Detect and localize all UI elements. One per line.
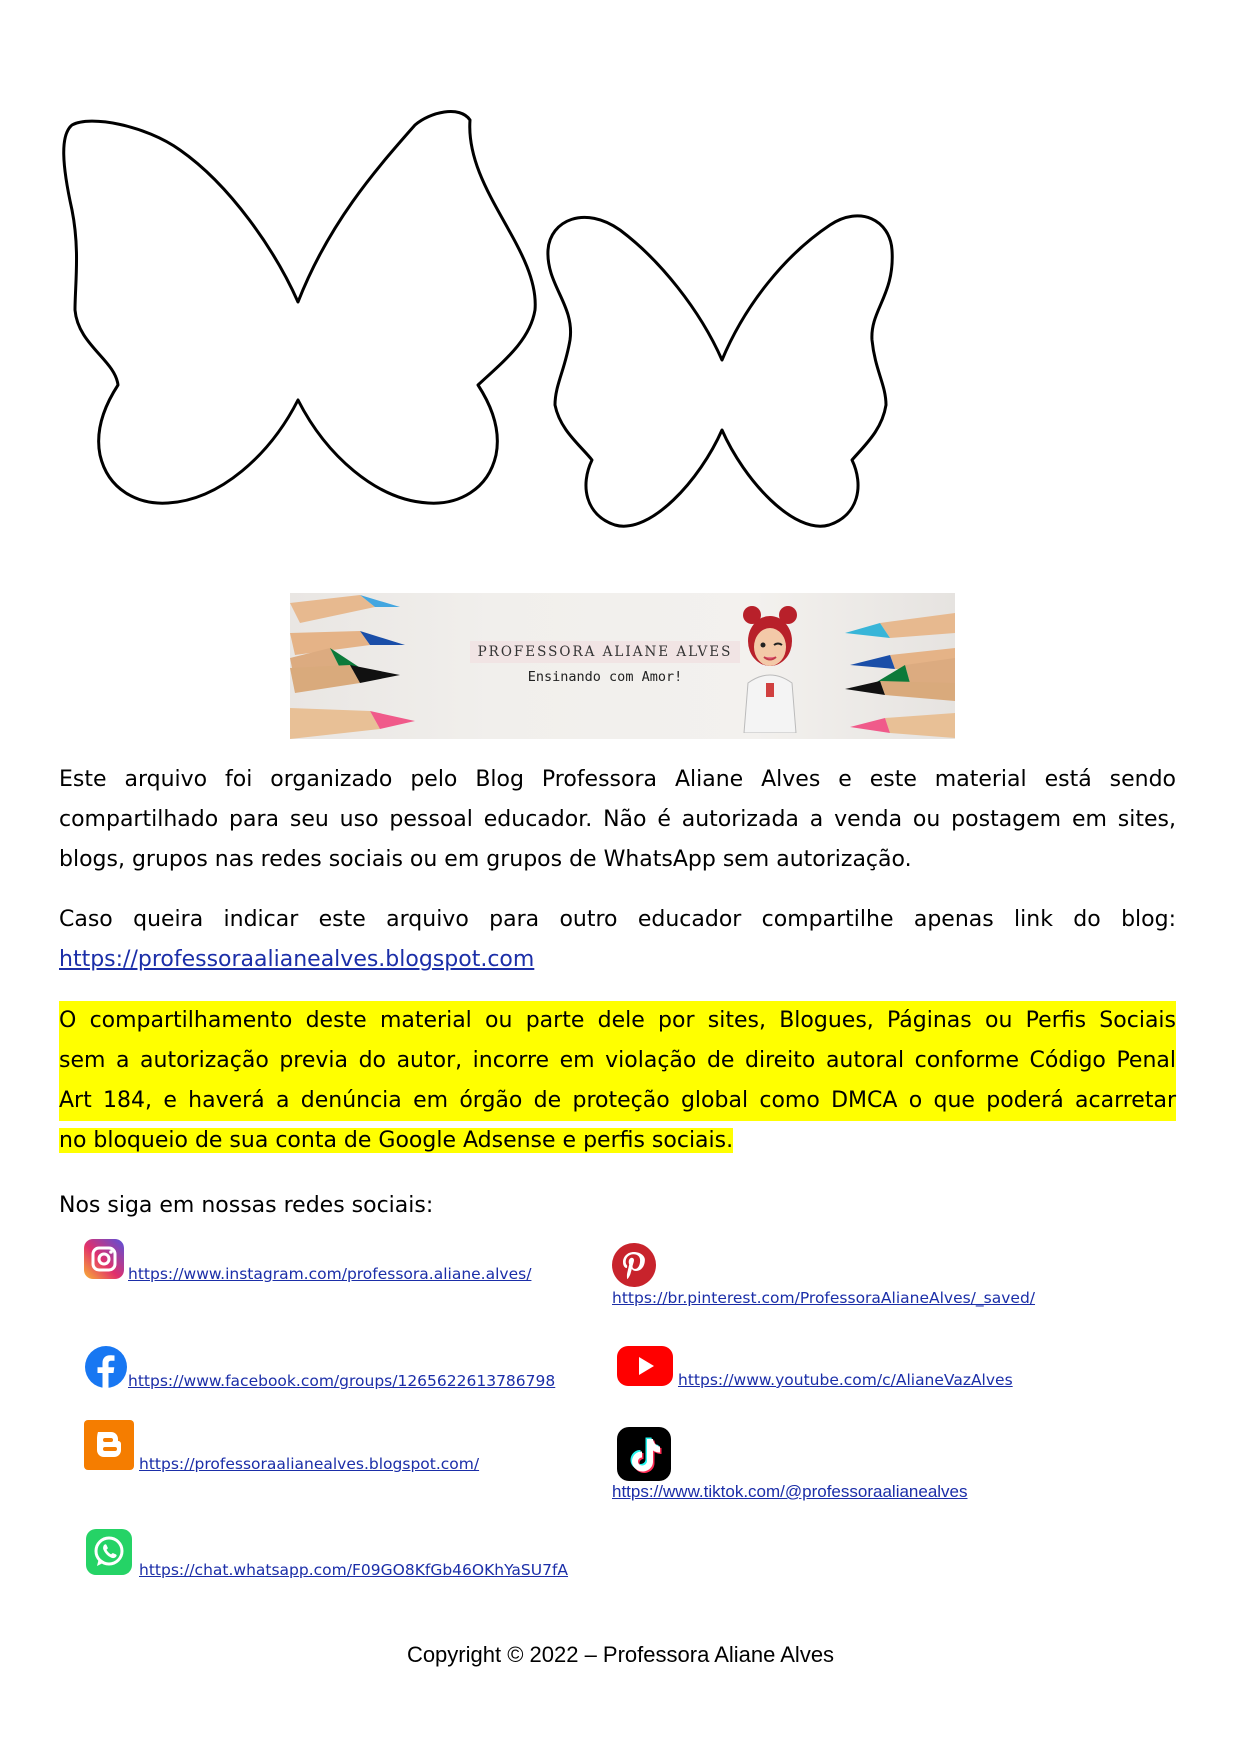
share-link-paragraph: [59, 900, 1176, 980]
usage-notice-line: Este arquivo foi organizado pelo Blog Professora Aliane Alves e este material está sendo: [59, 767, 1176, 792]
usage-notice-line: compartilhado para seu uso pessoal educador. Não é autorizada a venda ou postagem em sites,: [59, 807, 1176, 832]
warning-line: Art 184, e haverá a denúncia em órgão de proteção global como DMCA o que poderá acarretar: [59, 1088, 1176, 1113]
copyright-footer: Copyright © 2022 – Professora Aliane Alves: [406, 1642, 835, 1667]
avatar-icon: [730, 603, 810, 733]
warning-line: no bloqueio de sua conta de Google Adsense e perfis sociais.: [59, 1128, 734, 1153]
butterfly-outlines: [60, 110, 920, 570]
instagram-icon[interactable]: [84, 1239, 124, 1279]
large-butterfly: [64, 112, 536, 504]
blog-banner: [290, 593, 955, 739]
pinterest-link[interactable]: https://br.pinterest.com/ProfessoraAlianeAlves/_saved/: [612, 1289, 1036, 1307]
instagram-link[interactable]: https://www.instagram.com/professora.aliane.alves/: [128, 1265, 532, 1283]
social-heading: Nos siga em nossas redes sociais:: [59, 1193, 434, 1218]
tiktok-link[interactable]: https://www.tiktok.com/@professoraalianealves: [612, 1482, 968, 1501]
usage-notice-line: blogs, grupos nas redes sociais ou em grupos de WhatsApp sem autorização.: [59, 847, 912, 872]
banner-subtitle: Ensinando com Amor!: [527, 669, 683, 685]
copyright-warning-last-line: [59, 1121, 733, 1161]
pencils-right-icon: [835, 593, 955, 739]
share-instruction: Caso queira indicar este arquivo para outro educador compartilhe apenas link do blog:: [59, 907, 1176, 932]
facebook-link[interactable]: https://www.facebook.com/groups/1265622613786798: [128, 1372, 556, 1390]
blogger-icon[interactable]: [84, 1420, 134, 1470]
whatsapp-link[interactable]: https://chat.whatsapp.com/F09GO8KfGb46OKhYaSU7fA: [139, 1561, 569, 1579]
warning-line: O compartilhamento deste material ou parte dele por sites, Blogues, Páginas ou Perfis Sociais: [59, 1008, 1176, 1033]
banner-title: PROFESSORA ALIANE ALVES: [470, 641, 740, 663]
warning-line: sem a autorização previa do autor, incorre em violação de direito autoral conforme Código Penal: [59, 1048, 1176, 1073]
copyright-warning-paragraph: [59, 1001, 1176, 1121]
usage-notice-paragraph: [59, 760, 1176, 880]
blogger-link[interactable]: https://professoraalianealves.blogspot.com/: [139, 1455, 480, 1473]
blog-link[interactable]: https://professoraalianealves.blogspot.com: [59, 947, 535, 972]
pinterest-icon[interactable]: [612, 1243, 656, 1287]
small-butterfly: [548, 216, 892, 526]
pencils-left-icon: [290, 593, 470, 739]
facebook-icon[interactable]: [85, 1346, 127, 1388]
tiktok-icon[interactable]: [617, 1427, 671, 1481]
youtube-link[interactable]: https://www.youtube.com/c/AlianeVazAlves: [678, 1371, 1013, 1389]
youtube-icon[interactable]: [617, 1346, 673, 1386]
whatsapp-icon[interactable]: [86, 1529, 132, 1575]
